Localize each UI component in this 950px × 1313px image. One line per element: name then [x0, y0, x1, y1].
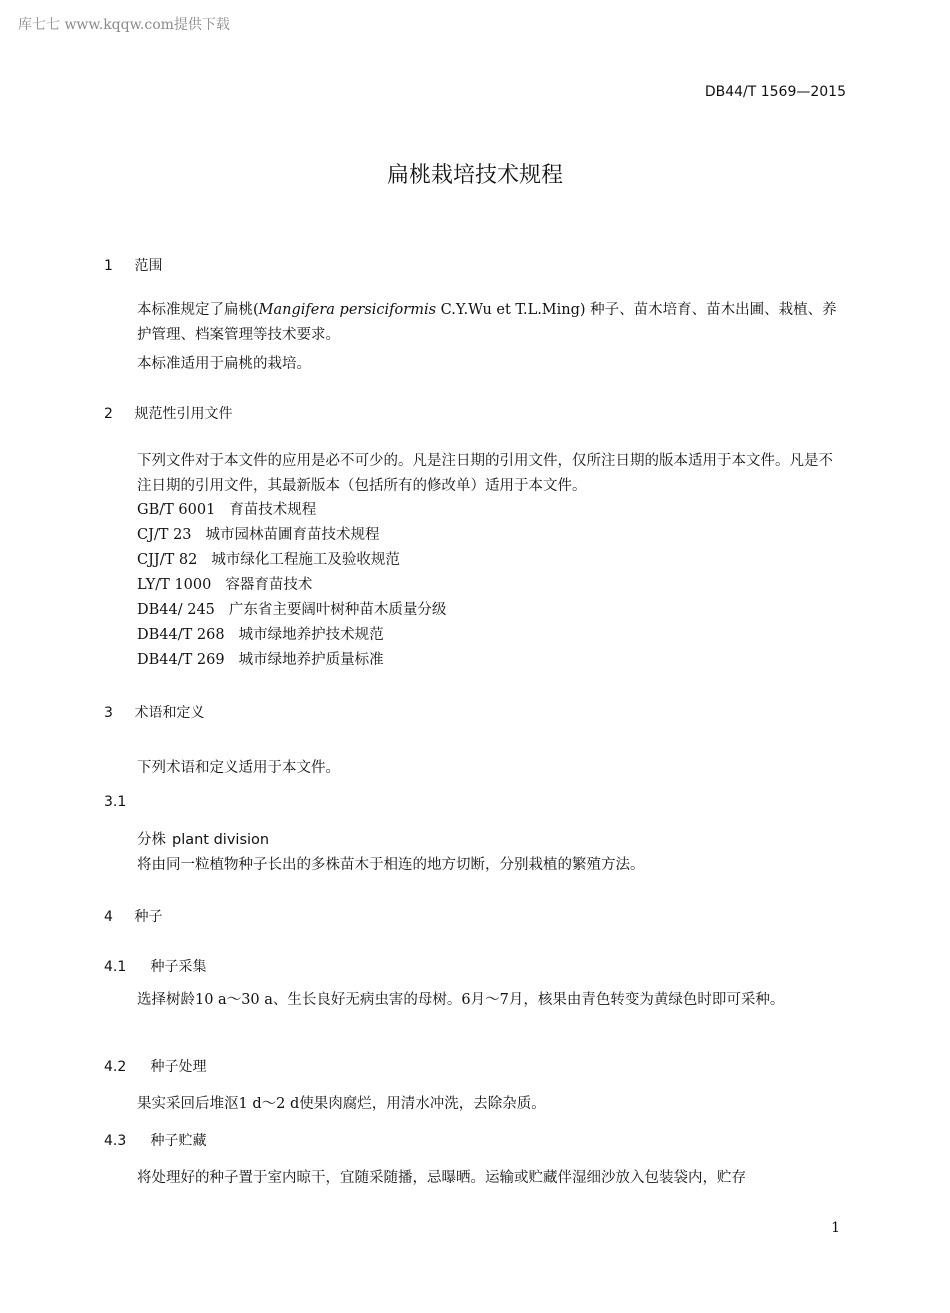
section-4-heading — [104, 906, 162, 926]
subsection-title: 种子贮藏 — [150, 1133, 207, 1149]
term-chinese: 分株 — [137, 832, 166, 848]
section-1-heading — [104, 255, 162, 275]
reference-item — [137, 498, 446, 523]
scope-text-pre: 本标准规定了扁桃( — [137, 302, 259, 318]
page-title: 扁桃栽培技术规程 — [386, 163, 563, 188]
subsection-4-3-text: 将处理好的种子置于室内晾干，宜随采随播，忌曝晒。运输或贮藏伴湿细沙放入包装袋内，贮存 — [137, 1170, 746, 1186]
reference-title: 育苗技术规程 — [229, 502, 317, 518]
reference-title: 容器育苗技术 — [225, 577, 313, 593]
subsection-4-1-text — [104, 988, 847, 1013]
page-number: 1 — [831, 1220, 840, 1236]
reference-item — [137, 573, 446, 598]
section-1-paragraph-1 — [104, 298, 847, 348]
document-number: DB44/T 1569—2015 — [704, 84, 846, 100]
subsection-number: 4.3 — [104, 1133, 127, 1149]
section-title: 范围 — [134, 258, 163, 274]
watermark: 库七七 www.kqqw.com提供下载 — [18, 17, 230, 33]
reference-code: GB/T 6001 — [137, 502, 216, 518]
section-3-intro: 下列术语和定义适用于本文件。 — [137, 760, 340, 776]
section-number: 1 — [104, 258, 113, 274]
reference-title: 广东省主要阔叶树种苗木质量分级 — [228, 602, 447, 618]
section-2-heading — [104, 403, 232, 423]
reference-item — [137, 648, 446, 673]
intro-text: 下列文件对于本文件的应用是必不可少的。凡是注日期的引用文件，仅所注日期的版本适用于本文件。凡是不注日期的引用文件，其最新版本（包括所有的修改单）适用于本文件。 — [137, 453, 833, 494]
subsection-3-1-number: 3.1 — [104, 794, 127, 810]
reference-code: DB44/T 269 — [137, 652, 225, 668]
section-3-heading — [104, 702, 204, 722]
reference-code: CJ/T 23 — [137, 527, 192, 543]
reference-code: LY/T 1000 — [137, 577, 212, 593]
subsection-number: 4.2 — [104, 1059, 127, 1075]
reference-item — [137, 598, 446, 623]
reference-title: 城市园林苗圃育苗技术规程 — [205, 527, 380, 543]
term-entry — [137, 828, 269, 849]
reference-item — [137, 523, 446, 548]
reference-code: DB44/T 268 — [137, 627, 225, 643]
scope-text-post: C.Y.Wu et T.L.Ming) 种子、苗木培育、苗木出圃、栽植、养护管理、档案管理等技术要求。 — [137, 302, 837, 343]
reference-title: 城市绿地养护技术规范 — [238, 627, 384, 643]
subsection-4-2-text: 果实采回后堆沤1 d～2 d使果肉腐烂，用清水冲洗，去除杂质。 — [137, 1096, 546, 1112]
section-title: 种子 — [134, 909, 163, 925]
section-1-paragraph-2: 本标准适用于扁桃的栽培。 — [137, 356, 311, 372]
section-2-intro — [104, 449, 847, 499]
subsection-title: 种子采集 — [150, 959, 207, 975]
reference-title: 城市绿地养护质量标准 — [238, 652, 384, 668]
reference-code: CJJ/T 82 — [137, 552, 198, 568]
section-number: 2 — [104, 406, 113, 422]
reference-item — [137, 623, 446, 648]
subsection-title: 种子处理 — [150, 1059, 207, 1075]
paragraph-text: 选择树龄10 a～30 a、生长良好无病虫害的母树。6月～7月，核果由青色转变为黄绿色时即可采种。 — [137, 992, 785, 1008]
reference-list — [137, 498, 446, 673]
subsection-number: 4.1 — [104, 959, 127, 975]
section-title: 规范性引用文件 — [134, 406, 233, 422]
reference-title: 城市绿化工程施工及验收规范 — [211, 552, 400, 568]
subsection-4-3-heading — [104, 1130, 206, 1150]
reference-item — [137, 548, 446, 573]
reference-code: DB44/ 245 — [137, 602, 215, 618]
term-english: plant division — [172, 832, 270, 848]
section-number: 3 — [104, 705, 113, 721]
section-title: 术语和定义 — [134, 705, 205, 721]
section-number: 4 — [104, 909, 113, 925]
term-definition: 将由同一粒植物种子长出的多株苗木于相连的地方切断，分别栽植的繁殖方法。 — [137, 857, 645, 873]
latin-name: Mangifera persiciformis — [258, 302, 437, 318]
subsection-4-1-heading — [104, 956, 206, 976]
subsection-4-2-heading — [104, 1056, 206, 1076]
